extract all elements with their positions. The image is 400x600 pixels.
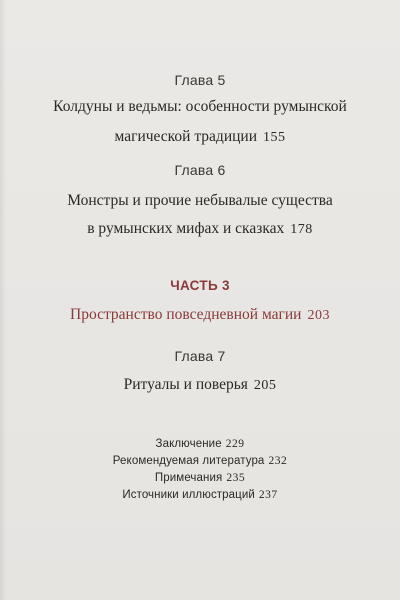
chapter-5-title-text: магической традиции (114, 128, 257, 145)
back-matter-item (0, 453, 400, 470)
back-matter-title: Заключение (155, 438, 222, 450)
chapter-7-page-number: 205 (253, 378, 277, 393)
chapter-7-title-line (0, 370, 400, 401)
part-3-page-number: 203 (307, 308, 330, 323)
part-3-label: ЧАСТЬ 3 (170, 278, 230, 293)
chapter-5-title-line-2 (0, 122, 400, 153)
chapter-5-label: Глава 5 (174, 72, 226, 88)
chapter-6-title-line-2 (0, 214, 400, 245)
chapter-5-page-number: 155 (263, 130, 286, 145)
back-matter-page-number: 235 (226, 472, 246, 484)
chapter-7-label: Глава 7 (174, 348, 226, 364)
back-matter-item (0, 436, 400, 453)
chapter-6-title-line-1: Монстры и прочие небывалые существа (67, 192, 333, 209)
chapter-6-label: Глава 6 (174, 162, 226, 178)
chapter-6-title-text: в румынских мифах и сказках (87, 220, 285, 237)
back-matter-page-number: 229 (225, 438, 245, 450)
back-matter-title: Примечания (154, 472, 223, 484)
back-matter-page-number: 237 (258, 489, 278, 501)
part-3-title: Пространство повседневной магии (70, 306, 302, 323)
chapter-5-title-line-1: Колдуны и ведьмы: особенности румынской (53, 98, 347, 115)
back-matter-item (0, 470, 400, 487)
chapter-6-page-number: 178 (290, 222, 313, 237)
back-matter-item (0, 487, 400, 504)
part-3-title-line (0, 300, 400, 331)
back-matter-title: Рекомендуемая литература (112, 455, 265, 467)
back-matter-list (0, 436, 400, 504)
back-matter-title: Источники иллюстраций (122, 489, 255, 501)
back-matter-page-number: 232 (268, 455, 288, 467)
chapter-7-title: Ритуалы и поверья (123, 376, 248, 393)
